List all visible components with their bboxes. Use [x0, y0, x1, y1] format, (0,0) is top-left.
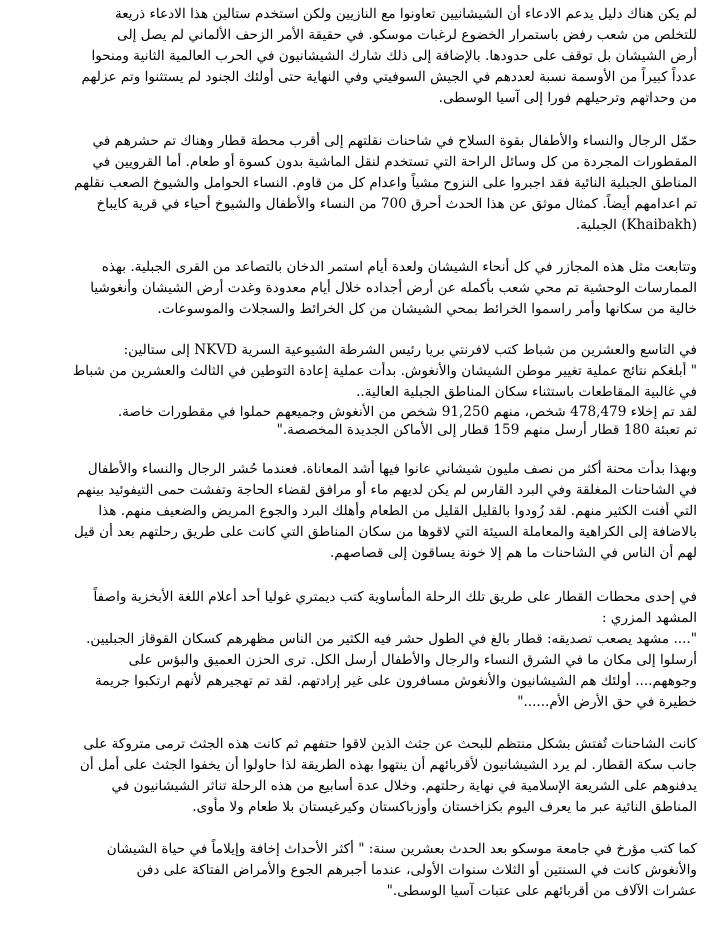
paragraph-5 — [20, 459, 697, 564]
text-line: المقطورات المجردة من كل وسائل الراحة التي تستخدم لنقل الماشية بدون كسوة أو طعام. أما القرويين في — [92, 154, 697, 170]
text-line: المناطق الجبلية النائية فقد اجبروا على النزوح مشياً واعدام كل من قاوم. النساء الحوامل والشيوخ الصعب نقلهم — [74, 175, 697, 191]
quote-line: تم تعبئة 180 قطار أرسل منهم 159 قطار إلى الأماكن الجديدة المخصصة." — [276, 422, 697, 438]
quote-line: وجوههم.... أولئك هم الشيشانيون والأنغوش مسافرون على غير إرادتهم. لقد تم تهجيرهم لأنهم ارتكبوا جريمة — [94, 673, 697, 689]
text-line: يدفنوهم على الشريعة الإسلامية في نهاية رحلتهم. وخلال عدة أسابيع من هذه الرحلة تناثر الشيشانيون في — [111, 778, 697, 794]
text-line: الممارسات الوحشية تم محي شعب بأكمله عن أرض أجداده خلال أيام معدودة وغدت أرض الشيشان وأنغوشيا — [90, 280, 697, 296]
quote-line: ".... مشهد يصعب تصديقه: قطار بالغ في الطول حشر فيه الكثير من الناس مظهرهم كسكان القوقاز الجبليين. — [86, 631, 697, 647]
text-line: بالاضافة إلى الكراهية والمعاملة السيئة التي لاقوها من سكان المناطق التي كانت على طريق رحلتهم بعد أن قيل — [73, 524, 697, 540]
text-line: في إحدى محطات القطار على طريق تلك الرحلة المأساوية كتب ديمتري غوليا أحد أعلام اللغة الأبخزية واصفاً — [93, 589, 697, 605]
text-line: في التاسع والعشرين من شباط كتب لافرنتي بريا رئيس الشرطة الشيوعية السرية NKVD إلى ستالين: — [123, 342, 697, 358]
text-line: خالية من سكانها وأمر راسموا الخرائط بمحي الشيشان من كل الخرائط والسجلات والموسوعات. — [157, 301, 697, 317]
text-line: المشهد المزري : — [601, 610, 697, 626]
text-line: لم يكن هناك دليل يدعم الادعاء أن الشيشانيين تعاونوا مع النازيين ولكن استخدم ستالين هذا الادعاء ذريعة — [114, 6, 697, 22]
text-line: في الشاحنات المغلقة وفي البرد القارس لم يكن لديهم ماء أو مرافق لقضاء الحاجة وتفشت حمى التيفوئيد بينهم — [76, 482, 697, 498]
quote-line: لقد تم إخلاء 478,479 شخص، منهم 91,250 شخص من الأنغوش وجميعهم حملوا في مقطورات خاصة. — [117, 404, 697, 420]
text-line: المناطق النائية عبر ما يعرف اليوم بكزاخستان وأوزباكستان وكيرغيستان بلا طعام ولا مأوى. — [192, 799, 697, 815]
text-line: للتخلص من شعب رفض باستمرار الخضوع لرغبات موسكو. في حقيقة الأمر الزحف الألماني لم يصل إلى — [117, 27, 697, 43]
text-line: وبهذا بدأت محنة أكثر من نصف مليون شيشاني عانوا فيها أشد المعاناة. فعندما حُشر الرجال والنساء والأطفال — [87, 461, 697, 477]
quote-line: في غالبية المقاطعات باستثناء سكان المناطق الجبلية العالية.. — [356, 384, 697, 400]
paragraph-1 — [20, 4, 697, 109]
paragraph-2 — [20, 131, 697, 236]
text-line: تم اعدامهم أيضاً. كمثال موثق عن هذا الحدث أحرق 700 من النساء والأطفال والشيوخ أحياء في قرية كايباخ — [96, 196, 697, 212]
text-line: كانت الشاحنات تُفتش بشكل منتظم للبحث عن جثث الذين لاقوا حتفهم ثم كانت هذه الجثث ترمى متروكة على — [83, 736, 697, 752]
paragraph-7 — [20, 734, 697, 818]
text-line: من وحداتهم وترحيلهم فورا إلى آسيا الوسطى. — [438, 90, 697, 106]
text-line: أرض الشيشان بل توقف على حدودها. بالإضافة إلى ذلك شارك الشيشانيون في الحرب العالمية الثانية ومنحوا — [91, 48, 697, 64]
text-line: وتتابعت مثل هذه المجازر في كل أنحاء الشيشان ولعدة أيام استمر الدخان بالتصاعد من القرى الجبلية. بهذه — [101, 259, 697, 275]
quote-line: " أبلغكم نتائج عملية تغيير موطن الشيشان والأنغوش. بدأت عملية إعادة التوطين في الثالث والعشرين من شباط — [72, 363, 697, 379]
quote-line: خطيرة في حق الأرض الأم......" — [517, 694, 697, 710]
paragraph-8 — [20, 839, 697, 902]
text-line: عدداً كبيراً من الأوسمة نسبة لعددهم في الجيش السوفيتي وفي النهاية حتى أولئك الجنود لم يستثنوا وتم عزلهم — [81, 69, 697, 85]
text-line: كما كتب مؤرخ في جامعة موسكو بعد الحدث بعشرين سنة: " أكثر الأحداث إخافة وإيلاماً في حياة الشيشان — [106, 841, 697, 857]
text-line: والأنغوش كانت في السنتين أو الثلاث سنوات الأولى، عندما أجبرهم الجوع والأمراض الفتاكة على دفن — [136, 862, 697, 878]
text-line: حمّل الرجال والنساء والأطفال بقوة السلاح في شاحنات نقلتهم إلى أقرب محطة قطار وهناك تم حشرهم في — [92, 133, 697, 149]
paragraph-3 — [20, 257, 697, 320]
text-line: جانب سكة القطار. لم يرد الشيشانيون لأقربائهم أن ينتهوا بهذه الطريقة لذا حاولوا أن يخفوا الجثث على أمل أن — [79, 757, 697, 773]
text-line: (Khaibakh) الجبلية. — [575, 217, 697, 233]
quote-line: أرسلوا إلى مكان ما في الشرق النساء والرجال والأطفال أرسل الكل. ترى الحزن العميق والبؤس على — [128, 652, 697, 668]
paragraph-6 — [20, 587, 697, 713]
text-line: عشرات الآلاف من أقربائهم على عتبات آسيا الوسطى." — [386, 883, 697, 899]
text-line: لهم أن الناس في الشاحنات ما هم إلا خونة يساقون إلى قصاصهم. — [329, 545, 697, 561]
paragraph-4 — [20, 340, 697, 439]
text-line: التي أفنت الكثير منهم. لقد زُودوا بالقليل القليل من الطعام وأهلك البرد والجوع المريض والضعيف منهم. هذا — [98, 503, 697, 519]
